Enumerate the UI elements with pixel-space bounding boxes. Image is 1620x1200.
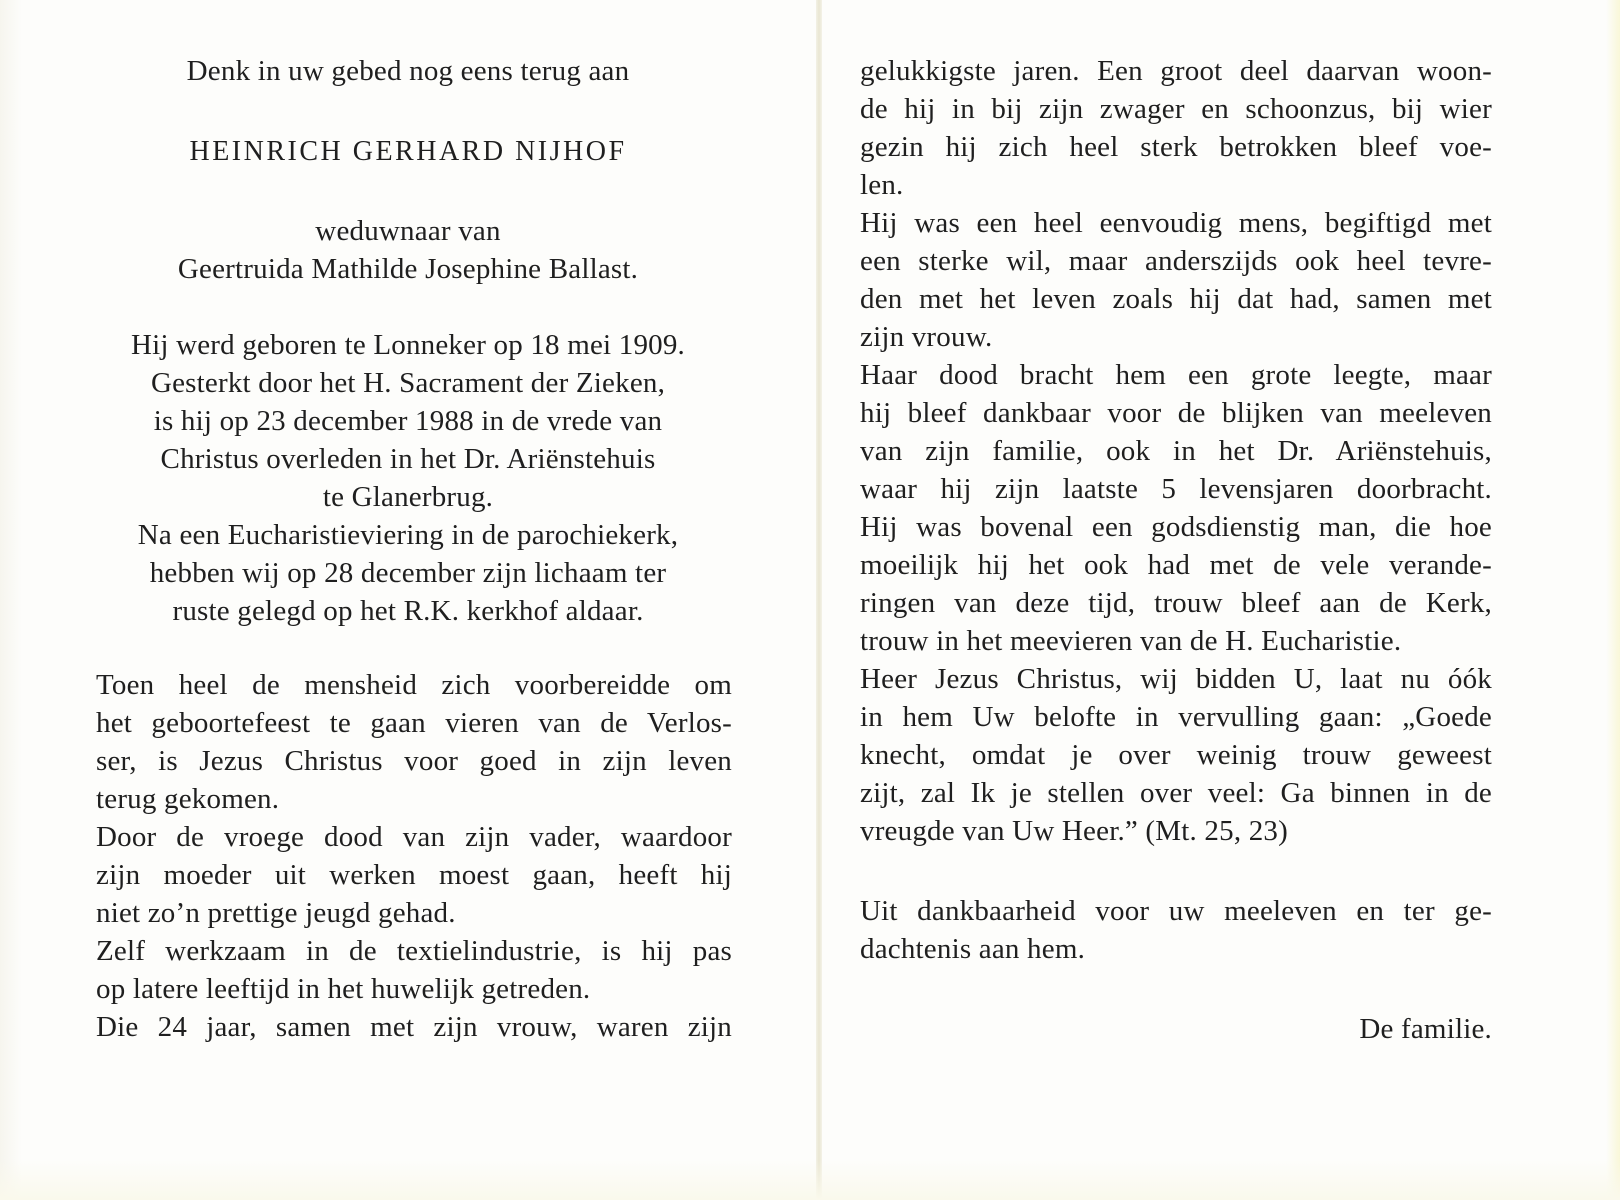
text-line: in hem Uw belofte in vervulling gaan: „Goede — [860, 701, 1492, 733]
text-line: zijn vrouw. — [860, 321, 993, 353]
bio-line: hebben wij op 28 december zijn lichaam ter — [149, 557, 667, 589]
text-line: Toen heel de mensheid zich voorbereidde om — [96, 669, 732, 701]
text-line: waar hij zijn laatste 5 levensjaren doorbracht. — [860, 473, 1492, 505]
text-line: ringen van deze tijd, trouw bleef aan de Kerk, — [860, 587, 1492, 619]
bio-line: Na een Eucharistieviering in de parochiekerk, — [137, 519, 679, 551]
text-line: van zijn familie, ook in het Dr. Ariënstehuis, — [860, 435, 1492, 467]
intro-line: Denk in uw gebed nog eens terug aan — [186, 55, 630, 87]
text-line: zijt, zal Ik je stellen over veel: Ga binnen in de — [860, 777, 1492, 809]
text-line: gezin hij zich heel sterk betrokken bleef voe- — [860, 131, 1492, 163]
text-line: ser, is Jezus Christus voor goed in zijn leven — [96, 745, 732, 777]
bio-line: Hij werd geboren te Lonneker op 18 mei 1909. — [130, 329, 685, 361]
bio-line: is hij op 23 december 1988 in de vrede van — [153, 405, 663, 437]
deceased-name: HEINRICH GERHARD NIJHOF — [189, 136, 627, 167]
text-line: knecht, omdat je over weinig trouw geweest — [860, 739, 1492, 771]
bio-line: Gesterkt door het H. Sacrament der Zieken, — [150, 367, 666, 399]
widower-line-1: weduwnaar van — [315, 215, 501, 247]
bio-line: te Glanerbrug. — [322, 481, 494, 513]
text-line: vreugde van Uw Heer.” (Mt. 25, 23) — [860, 815, 1288, 847]
right-page — [822, 0, 1620, 1200]
thanks-line: dachtenis aan hem. — [860, 933, 1086, 965]
text-line: Hij was bovenal een godsdienstig man, die hoe — [860, 511, 1492, 543]
text-line: Zelf werkzaam in de textielindustrie, is hij pas — [96, 935, 732, 967]
text-line: Heer Jezus Christus, wij bidden U, laat nu óók — [860, 663, 1492, 695]
text-line: moeilijk hij het ook had met de vele verande- — [860, 549, 1492, 581]
bio-line: Christus overleden in het Dr. Ariënstehuis — [160, 443, 656, 475]
text-line: Door de vroege dood van zijn vader, waardoor — [96, 821, 732, 853]
text-line: Haar dood bracht hem een grote leegte, maar — [860, 359, 1492, 391]
paper-edge-bottom — [0, 1160, 1620, 1200]
bio-line: ruste gelegd op het R.K. kerkhof aldaar. — [172, 595, 644, 627]
text-line: den met het leven zoals hij dat had, samen met — [860, 283, 1492, 315]
signature: De familie. — [1359, 1013, 1492, 1045]
widower-line-2: Geertruida Mathilde Josephine Ballast. — [177, 253, 639, 285]
text-line: op latere leeftijd in het huwelijk getreden. — [96, 973, 591, 1005]
paper-edge-right — [1606, 0, 1620, 1200]
text-line: hij bleef dankbaar voor de blijken van meeleven — [860, 397, 1492, 429]
text-line: het geboortefeest te gaan vieren van de Verlos- — [96, 707, 732, 739]
text-line: de hij in bij zijn zwager en schoonzus, bij wier — [860, 93, 1492, 125]
text-line: trouw in het meevieren van de H. Eucharistie. — [860, 625, 1402, 657]
text-line: gelukkigste jaren. Een groot deel daarvan woon- — [860, 55, 1492, 87]
thanks-line: Uit dankbaarheid voor uw meeleven en ter ge- — [860, 895, 1492, 927]
text-line: Hij was een heel eenvoudig mens, begiftigd met — [860, 207, 1492, 239]
text-line: zijn moeder uit werken moest gaan, heeft hij — [96, 859, 732, 891]
text-line: len. — [860, 169, 904, 201]
text-line: Die 24 jaar, samen met zijn vrouw, waren zijn — [96, 1011, 732, 1043]
text-line: niet zo’n prettige jeugd gehad. — [96, 897, 456, 929]
text-line: een sterke wil, maar anderszijds ook heel tevre- — [860, 245, 1492, 277]
text-line: terug gekomen. — [96, 783, 280, 815]
